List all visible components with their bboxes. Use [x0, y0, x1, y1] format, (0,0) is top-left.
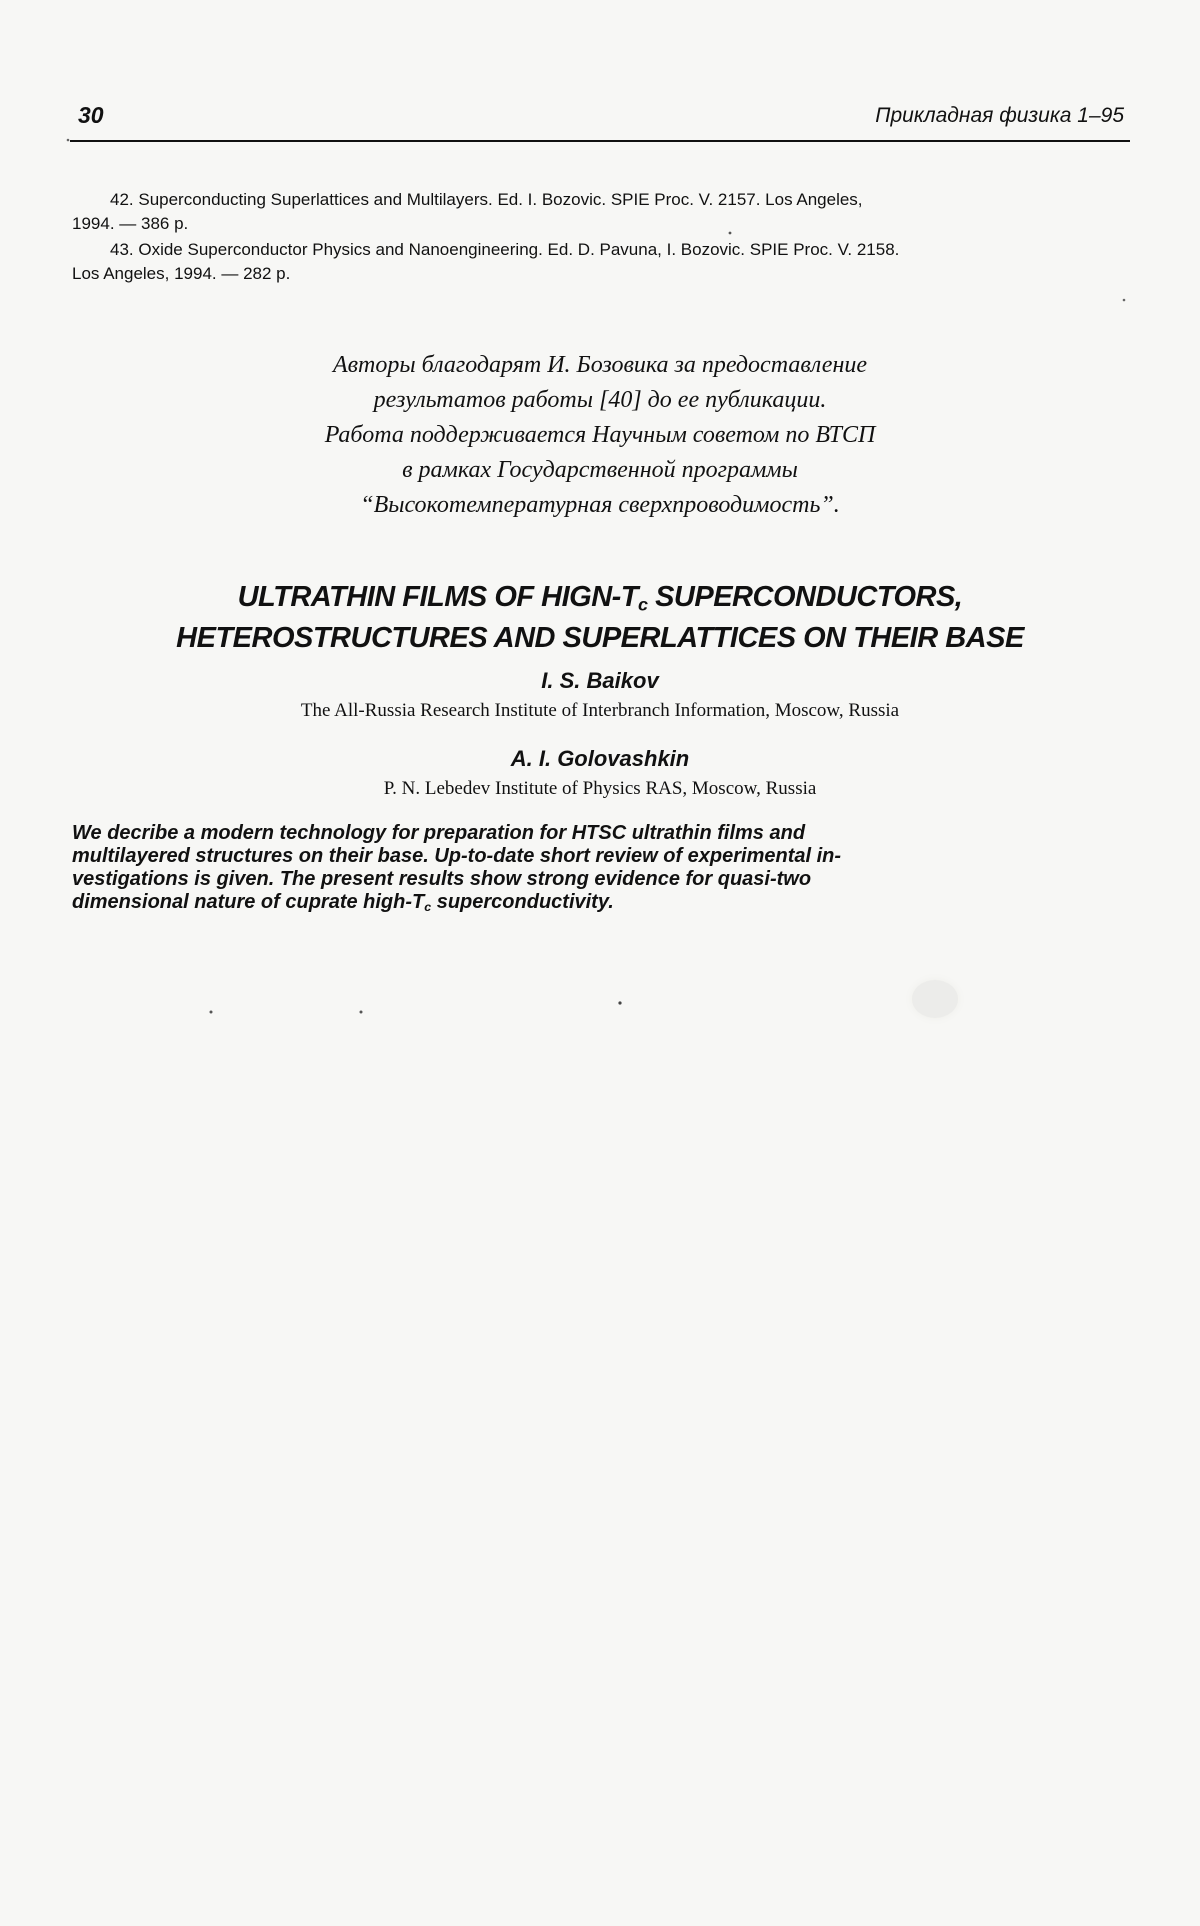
article-title-line: HETEROSTRUCTURES AND SUPERLATTICES ON THEIR BASE	[176, 622, 1024, 655]
journal-title: Прикладная физика 1–95	[875, 104, 1124, 127]
scan-speck	[67, 139, 70, 142]
abstract-line: We decribe a modern technology for preparation for HTSC ultrathin films and	[72, 822, 806, 844]
page-number: 30	[78, 102, 104, 128]
scan-speck	[618, 1001, 621, 1004]
abstract-line: vestigations is given. The present results show strong evidence for quasi-two	[72, 868, 812, 890]
scan-speck	[210, 1011, 213, 1014]
author-affiliation: P. N. Lebedev Institute of Physics RAS, Moscow, Russia	[383, 778, 817, 799]
acknowledgement-line: Авторы благодарят И. Бозовика за предоставление	[332, 352, 868, 378]
scan-speck	[360, 1011, 363, 1014]
reference-text: Los Angeles, 1994. — 282 p.	[72, 264, 291, 283]
author-name: A. I. Golovashkin	[510, 746, 690, 771]
author-name: I. S. Baikov	[541, 668, 659, 693]
acknowledgement-line: Работа поддерживается Научным советом по ВТСП	[324, 422, 876, 448]
reference-text: 42. Superconducting Superlattices and Multilayers. Ed. I. Bozovic. SPIE Proc. V. 2157. Los Angeles,	[110, 190, 863, 209]
title-subscript: c	[638, 594, 648, 615]
author-affiliation: The All-Russia Research Institute of Interbranch Information, Moscow, Russia	[300, 700, 900, 721]
title-text: ULTRATHIN FILMS OF HIGN-T	[237, 581, 639, 613]
abstract-line: multilayered structures on their base. Up-to-date short review of experimental in-	[72, 845, 842, 867]
title-text: SUPERCONDUCTORS,	[647, 581, 963, 613]
acknowledgement-line: в рамках Государственной программы	[402, 457, 798, 483]
abstract-text: dimensional nature of cuprate high-T	[72, 891, 425, 913]
scan-speck	[729, 232, 732, 235]
acknowledgement-line: результатов работы [40] до ее публикации.	[373, 387, 827, 413]
abstract-text: superconductivity.	[431, 891, 614, 913]
reference-text: 43. Oxide Superconductor Physics and Nanoengineering. Ed. D. Pavuna, I. Bozovic. SPIE Proc. V. 2158.	[110, 240, 900, 259]
scan-speck	[1123, 299, 1126, 302]
reference-text: 1994. — 386 p.	[72, 214, 189, 233]
abstract-subscript: c	[424, 900, 432, 915]
acknowledgement-line: “Высокотемпературная сверхпроводимость”.	[360, 492, 840, 518]
